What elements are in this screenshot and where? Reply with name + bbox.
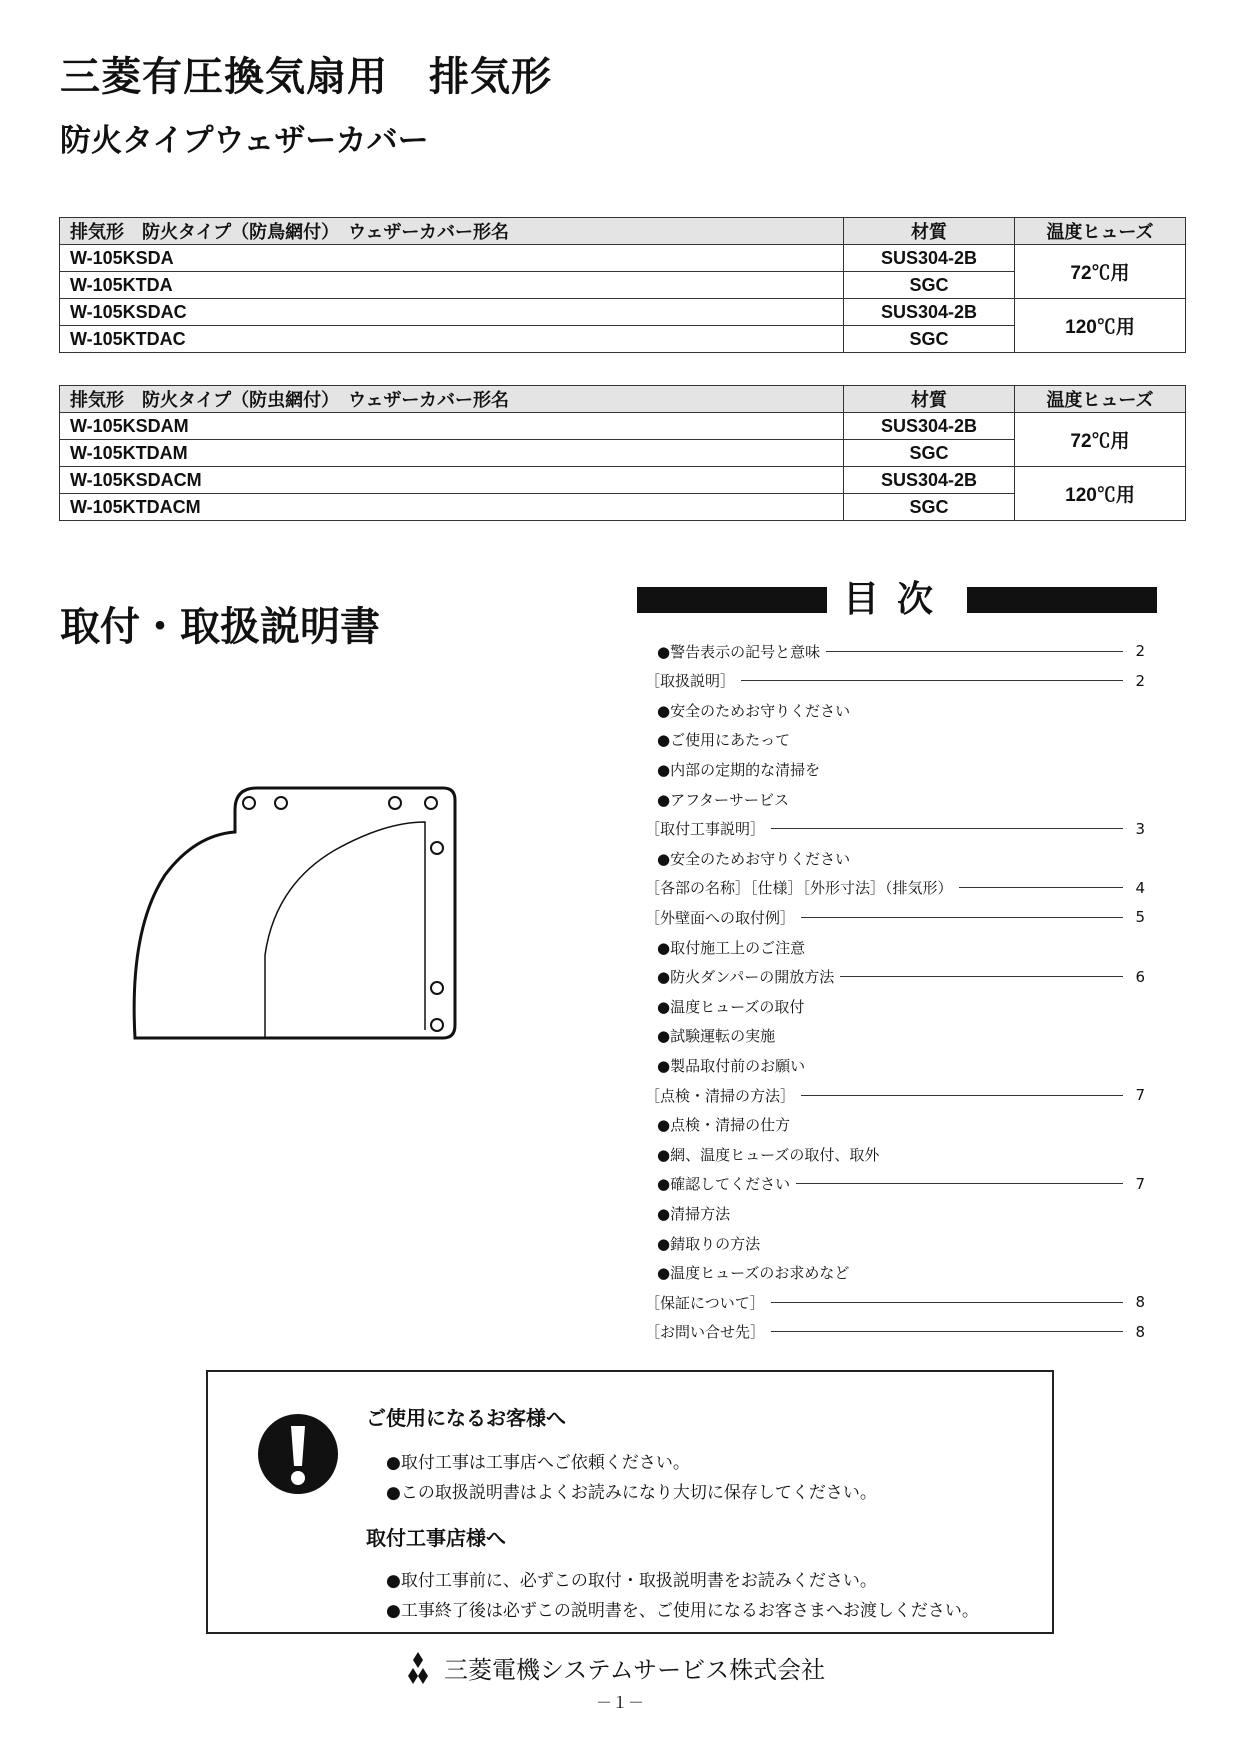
toc-item-label: ●防火ダンパーの開放方法 xyxy=(657,968,835,987)
toc-item xyxy=(645,995,1145,1017)
toc-item-label: ●警告表示の記号と意味 xyxy=(657,642,821,661)
toc-item-page: 2 xyxy=(1135,642,1145,660)
column-header-model: 排気形 防火タイプ（防虫網付） ウェザーカバー形名 xyxy=(60,386,844,413)
toc-item-page: 7 xyxy=(1135,1174,1145,1193)
material-cell: SGC xyxy=(844,326,1015,353)
toc-item-label: ［外壁面への取付例］ xyxy=(645,908,796,927)
document-subtitle: 防火タイプウェザーカバー xyxy=(60,123,429,159)
toc-item-label: ●確認してください xyxy=(657,1175,791,1194)
toc-item-page: 2 xyxy=(1135,671,1145,690)
toc-header-bar-left xyxy=(637,587,827,613)
manual-title: 取付・取扱説明書 xyxy=(60,604,380,650)
toc-leader-line xyxy=(959,887,1123,888)
toc-item xyxy=(645,1114,1145,1136)
document-title: 三菱有圧換気扇用 排気形 xyxy=(60,54,552,100)
toc-item-label: ●点検・清掃の仕方 xyxy=(657,1116,791,1135)
toc-item-page: 6 xyxy=(1135,967,1145,986)
toc-item-label: ●試験運転の実施 xyxy=(657,1027,776,1046)
toc-leader-line xyxy=(801,917,1123,918)
toc-item-label: ［各部の名称］［仕様］［外形寸法］（排気形） xyxy=(645,879,953,898)
toc-item xyxy=(645,1321,1145,1343)
toc-item-page: 3 xyxy=(1135,819,1145,838)
toc-item-label: ［お問い合せ先］ xyxy=(645,1323,766,1342)
weather-cover-illustration xyxy=(125,780,465,1060)
company-name: 三菱電機システムサービス株式会社 xyxy=(444,1656,826,1684)
installer-item: ●取付工事前に、必ずこの取付・取扱説明書をお読みください。 xyxy=(386,1571,877,1591)
toc-item xyxy=(645,1173,1145,1195)
toc-item xyxy=(645,699,1145,721)
model-cell: W-105KTDACM xyxy=(60,494,844,521)
table-row xyxy=(60,245,1186,272)
toc-leader-line xyxy=(826,651,1123,652)
fuse-cell: 120℃用 xyxy=(1015,299,1186,353)
exclamation-circle-icon xyxy=(256,1412,340,1496)
material-cell: SGC xyxy=(844,494,1015,521)
toc-item xyxy=(645,1143,1145,1165)
page-number: －１－ xyxy=(595,1693,644,1712)
toc-item xyxy=(645,936,1145,958)
table-row xyxy=(60,467,1186,494)
toc-item xyxy=(645,1202,1145,1224)
material-cell: SUS304-2B xyxy=(844,467,1015,494)
model-cell: W-105KSDAC xyxy=(60,299,844,326)
toc-leader-line xyxy=(796,1183,1123,1184)
toc-item-label: ［取付工事説明］ xyxy=(645,820,766,839)
column-header-fuse: 温度ヒューズ xyxy=(1015,218,1186,245)
column-header-material: 材質 xyxy=(844,386,1015,413)
material-cell: SUS304-2B xyxy=(844,413,1015,440)
toc-item-label: ●取付施工上のご注意 xyxy=(657,938,806,957)
table-row xyxy=(60,299,1186,326)
toc-item xyxy=(645,640,1145,662)
installer-item: ●工事終了後は必ずこの説明書を、ご使用になるお客さまへお渡しください。 xyxy=(386,1601,979,1621)
toc-item-label: ●清掃方法 xyxy=(657,1204,731,1223)
toc-item-page: 5 xyxy=(1135,908,1145,927)
model-cell: W-105KTDAM xyxy=(60,440,844,467)
toc-item-label: ●温度ヒューズの取付 xyxy=(657,997,805,1016)
notice-box xyxy=(206,1370,1054,1634)
toc-leader-line xyxy=(801,1095,1123,1096)
customer-item: ●取付工事は工事店へご依頼ください。 xyxy=(386,1453,690,1473)
toc-item-label: ［点検・清掃の方法］ xyxy=(645,1086,796,1105)
spec-table-bird-net xyxy=(59,217,1186,353)
footer-company xyxy=(400,1650,825,1685)
material-cell: SGC xyxy=(844,272,1015,299)
toc-item xyxy=(645,1262,1145,1284)
toc-item xyxy=(645,1232,1145,1254)
toc-item xyxy=(645,966,1145,988)
toc-item xyxy=(645,788,1145,810)
toc-item-label: ●安全のためお守りください xyxy=(657,849,851,868)
toc-item-label: ●内部の定期的な清掃を xyxy=(657,760,821,779)
toc-item-label: ●安全のためお守りください xyxy=(657,701,851,720)
model-cell: W-105KSDA xyxy=(60,245,844,272)
toc-leader-line xyxy=(840,976,1123,977)
toc-item-page: 8 xyxy=(1135,1322,1145,1341)
fuse-cell: 72℃用 xyxy=(1015,245,1186,299)
column-header-model: 排気形 防火タイプ（防鳥網付） ウェザーカバー形名 xyxy=(60,218,844,245)
toc-item xyxy=(645,818,1145,840)
toc-item xyxy=(645,758,1145,780)
mitsubishi-logo-icon xyxy=(400,1652,436,1684)
toc-item-label: ●網、温度ヒューズの取付、取外 xyxy=(657,1145,880,1164)
spec-table-insect-net xyxy=(59,385,1186,521)
toc-item-label: ●アフターサービス xyxy=(657,790,790,809)
toc-item-page: 7 xyxy=(1135,1086,1145,1104)
toc-item-page: 4 xyxy=(1135,878,1145,897)
toc-item xyxy=(645,906,1145,928)
fuse-cell: 120℃用 xyxy=(1015,467,1186,521)
toc-item-label: ［保証について］ xyxy=(645,1293,765,1312)
model-cell: W-105KTDA xyxy=(60,272,844,299)
toc-leader-line xyxy=(771,1302,1123,1303)
toc-item xyxy=(645,729,1145,751)
toc-item-label: ●錆取りの方法 xyxy=(657,1234,761,1253)
column-header-fuse: 温度ヒューズ xyxy=(1015,386,1186,413)
material-cell: SUS304-2B xyxy=(844,299,1015,326)
toc-item xyxy=(645,877,1145,899)
toc-item xyxy=(645,670,1145,692)
toc-item xyxy=(645,1291,1145,1313)
toc-item-label: ●製品取付前のお願い xyxy=(657,1056,806,1075)
toc-leader-line xyxy=(741,680,1123,681)
model-cell: W-105KSDAM xyxy=(60,413,844,440)
table-row xyxy=(60,413,1186,440)
toc-item-label: ［取扱説明］ xyxy=(645,672,736,691)
toc-header xyxy=(637,575,1157,625)
toc-item xyxy=(645,1084,1145,1106)
toc-title: 目次 xyxy=(842,579,951,620)
toc-item xyxy=(645,847,1145,869)
material-cell: SGC xyxy=(844,440,1015,467)
toc-header-bar-right xyxy=(967,587,1157,613)
installer-heading: 取付工事店様へ xyxy=(366,1526,506,1550)
column-header-material: 材質 xyxy=(844,218,1015,245)
toc-item-page: 8 xyxy=(1135,1293,1145,1312)
toc-item xyxy=(645,1054,1145,1076)
model-cell: W-105KTDAC xyxy=(60,326,844,353)
toc-item-label: ●ご使用にあたって xyxy=(657,731,791,750)
customer-heading: ご使用になるお客様へ xyxy=(366,1406,566,1430)
model-cell: W-105KSDACM xyxy=(60,467,844,494)
toc-item xyxy=(645,1025,1145,1047)
customer-item: ●この取扱説明書はよくお読みになり大切に保存してください。 xyxy=(386,1483,877,1503)
toc-item-label: ●温度ヒューズのお求めなど xyxy=(657,1264,850,1283)
fuse-cell: 72℃用 xyxy=(1015,413,1186,467)
toc-leader-line xyxy=(771,1331,1123,1332)
toc-leader-line xyxy=(771,828,1123,829)
material-cell: SUS304-2B xyxy=(844,245,1015,272)
